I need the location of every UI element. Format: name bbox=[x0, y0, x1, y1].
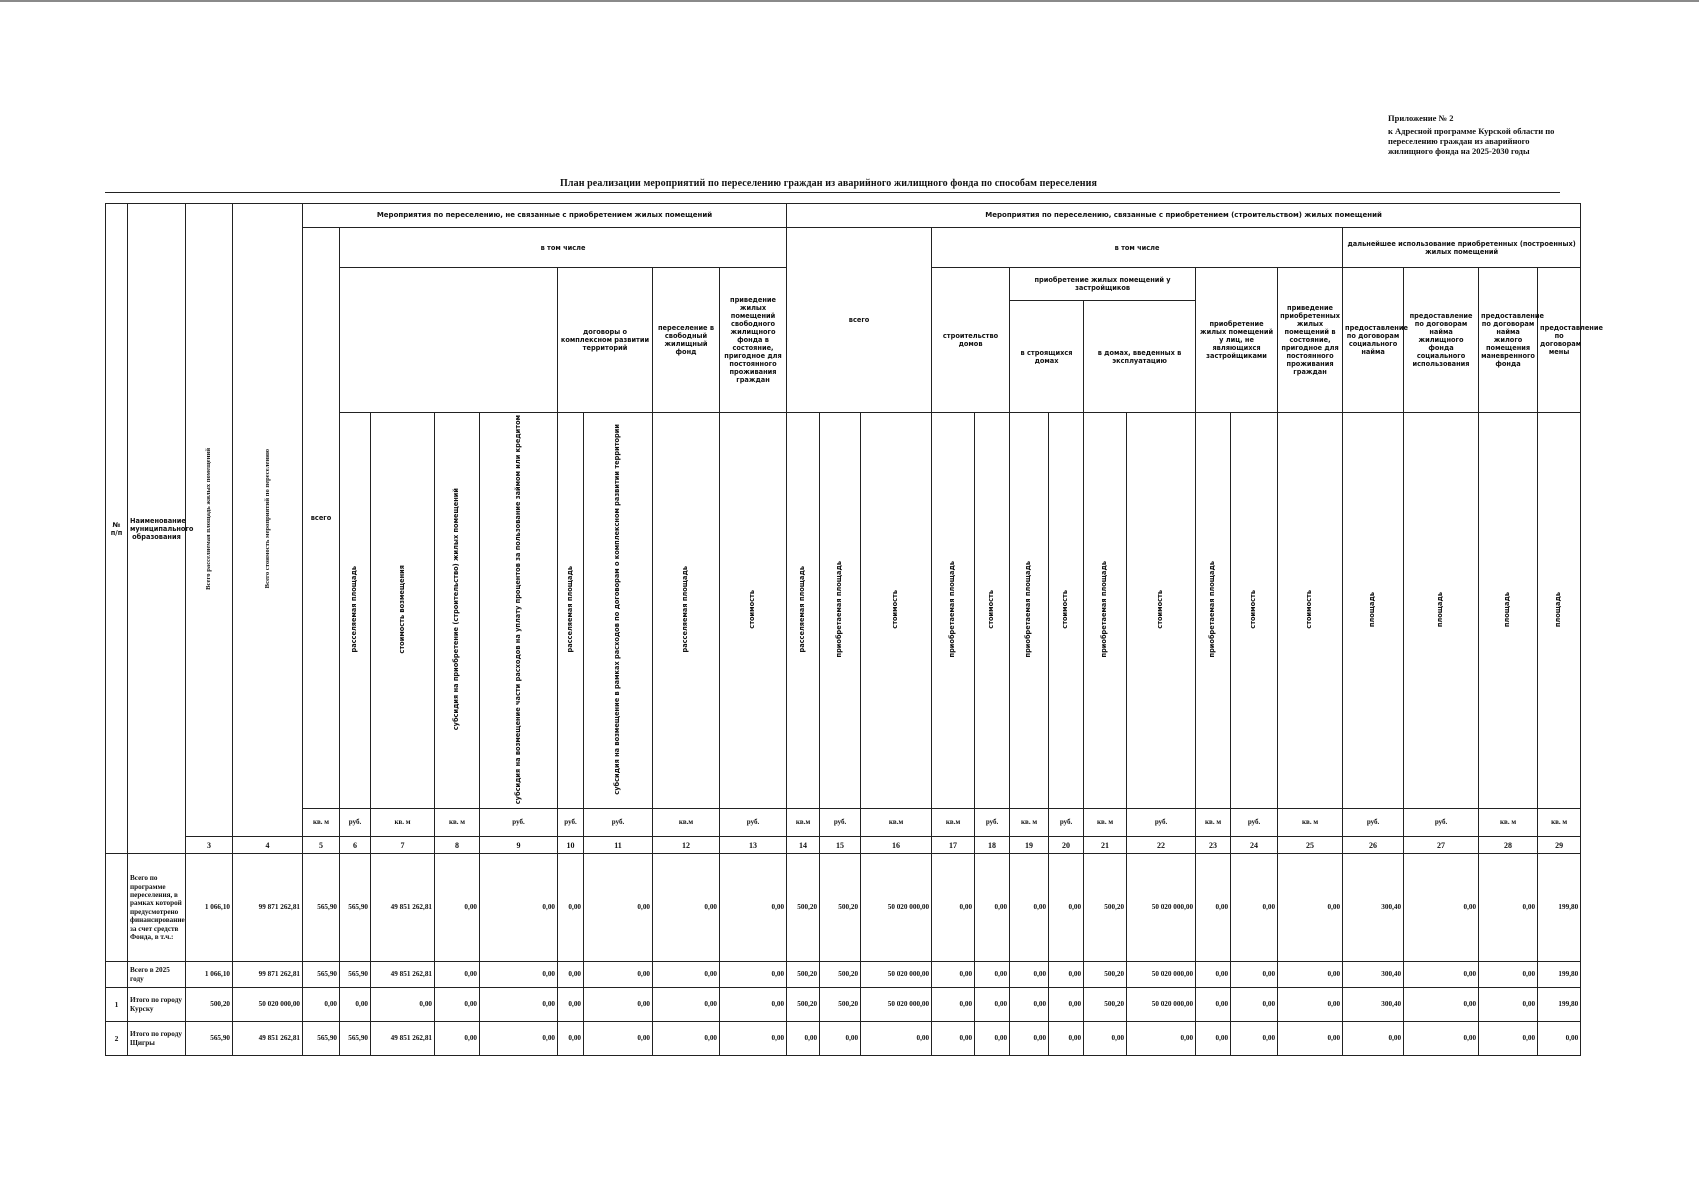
column-number-28: 28 bbox=[1479, 837, 1538, 854]
subhead-label: стоимость bbox=[1061, 590, 1070, 629]
subhead-col-21 bbox=[1084, 413, 1127, 809]
subhead-col-27 bbox=[1404, 413, 1479, 809]
subhead-col-26 bbox=[1343, 413, 1404, 809]
cell-col-29: 199,80 bbox=[1538, 962, 1581, 988]
cell-col-9: 0,00 bbox=[480, 962, 558, 988]
cell-col-5: 565,90 bbox=[303, 854, 340, 962]
subhead-label: стоимость bbox=[987, 590, 996, 629]
subhead-label: площадь bbox=[1503, 592, 1512, 628]
cell-col-8: 0,00 bbox=[435, 1022, 480, 1056]
group-not-acquisition-header: Мероприятия по переселению, не связанные с приобретением жилых помещений bbox=[303, 204, 787, 228]
cell-col-24: 0,00 bbox=[1231, 988, 1278, 1022]
cell-col-20: 0,00 bbox=[1049, 988, 1084, 1022]
cell-col-26: 300,40 bbox=[1343, 988, 1404, 1022]
cell-col-10: 0,00 bbox=[558, 988, 584, 1022]
subhead-label: субсидия на возмещение в рамках расходов по договорам о комплексном развитии территории bbox=[613, 424, 622, 795]
cell-col-19: 0,00 bbox=[1010, 854, 1049, 962]
cell-col-15: 500,20 bbox=[820, 854, 861, 962]
subhead-col-16 bbox=[861, 413, 932, 809]
table-row bbox=[106, 988, 1581, 1022]
column-number-23: 23 bbox=[1196, 837, 1231, 854]
b-total-header: всего bbox=[787, 228, 932, 413]
cell-col-10: 0,00 bbox=[558, 854, 584, 962]
cell-col-18: 0,00 bbox=[975, 962, 1010, 988]
cell-col-3: 500,20 bbox=[186, 988, 233, 1022]
table-row bbox=[106, 1022, 1581, 1056]
cell-col-14: 500,20 bbox=[787, 988, 820, 1022]
unit-col-10: кв.м bbox=[653, 809, 720, 837]
subhead-label: расселяемая площадь bbox=[565, 566, 574, 653]
unit-col-9: руб. bbox=[584, 809, 653, 837]
col-total-area-header bbox=[186, 204, 233, 837]
column-number-12: 12 bbox=[653, 837, 720, 854]
cell-col-13: 0,00 bbox=[720, 1022, 787, 1056]
column-number-29: 29 bbox=[1538, 837, 1581, 854]
a-compensation-group-header bbox=[340, 268, 558, 413]
column-number-20: 20 bbox=[1049, 837, 1084, 854]
column-number-7: 7 bbox=[371, 837, 435, 854]
cell-col-24: 0,00 bbox=[1231, 854, 1278, 962]
subhead-label: приобретаемая площадь bbox=[1100, 561, 1109, 658]
exchange-header: предоставление по договорам мены bbox=[1538, 268, 1581, 413]
column-number-16: 16 bbox=[861, 837, 932, 854]
cell-col-27: 0,00 bbox=[1404, 1022, 1479, 1056]
cell-col-29: 0,00 bbox=[1538, 1022, 1581, 1056]
subhead-col-10 bbox=[558, 413, 584, 809]
cell-col-4: 99 871 262,81 bbox=[233, 854, 303, 962]
column-number-4: 4 bbox=[233, 837, 303, 854]
subhead-label: расселяемая площадь bbox=[681, 566, 690, 653]
group-acquisition-header: Мероприятия по переселению, связанные с приобретением (строительством) жилых помещений bbox=[787, 204, 1581, 228]
total-area-label: Всего расселяемая площадь жилых помещений bbox=[205, 448, 213, 591]
column-number-3: 3 bbox=[186, 837, 233, 854]
unit-col-15: кв.м bbox=[932, 809, 975, 837]
unit-col-3: кв. м bbox=[303, 809, 340, 837]
unit-col-23: кв. м bbox=[1278, 809, 1343, 837]
cell-col-8: 0,00 bbox=[435, 854, 480, 962]
appendix-number: Приложение № 2 bbox=[1388, 113, 1454, 123]
cell-col-5: 565,90 bbox=[303, 1022, 340, 1056]
cell-col-13: 0,00 bbox=[720, 854, 787, 962]
cell-col-27: 0,00 bbox=[1404, 962, 1479, 988]
subhead-label: стоимость bbox=[1249, 590, 1258, 629]
further-use-header: дальнейшее использование приобретенных (построенных) жилых помещений bbox=[1343, 228, 1581, 268]
cell-col-11: 0,00 bbox=[584, 988, 653, 1022]
cell-col-6: 565,90 bbox=[340, 962, 371, 988]
cell-col-16: 50 020 000,00 bbox=[861, 854, 932, 962]
construction-header: строительство домов bbox=[932, 268, 1010, 413]
cell-col-23: 0,00 bbox=[1196, 962, 1231, 988]
commissioned-header: в домах, введенных в эксплуатацию bbox=[1084, 301, 1196, 413]
column-number-9: 9 bbox=[480, 837, 558, 854]
unit-col-19: кв. м bbox=[1084, 809, 1127, 837]
cell-col-14: 500,20 bbox=[787, 962, 820, 988]
subhead-col-15 bbox=[820, 413, 861, 809]
column-number-26: 26 bbox=[1343, 837, 1404, 854]
document-title: План реализации мероприятий по переселению граждан из аварийного жилищного фонда по способам переселения bbox=[560, 178, 1097, 189]
column-number-5: 5 bbox=[303, 837, 340, 854]
subhead-col-29 bbox=[1538, 413, 1581, 809]
unit-col-12: кв.м bbox=[787, 809, 820, 837]
unit-col-13: руб. bbox=[820, 809, 861, 837]
subhead-col-13 bbox=[720, 413, 787, 809]
row-index: 2 bbox=[106, 1022, 128, 1056]
cell-col-22: 50 020 000,00 bbox=[1127, 962, 1196, 988]
cell-col-22: 50 020 000,00 bbox=[1127, 854, 1196, 962]
column-number-19: 19 bbox=[1010, 837, 1049, 854]
unit-col-18: руб. bbox=[1049, 809, 1084, 837]
subhead-label: расселяемая площадь bbox=[350, 566, 359, 653]
cell-col-20: 0,00 bbox=[1049, 1022, 1084, 1056]
unit-col-11: руб. bbox=[720, 809, 787, 837]
table-row bbox=[106, 962, 1581, 988]
column-number-24: 24 bbox=[1231, 837, 1278, 854]
social-use-rent-header: предоставление по договорам найма жилищного фонда социального использования bbox=[1404, 268, 1479, 413]
from-developers-header: приобретение жилых помещений у застройщиков bbox=[1010, 268, 1196, 301]
cell-col-19: 0,00 bbox=[1010, 962, 1049, 988]
col-municipality-header: Наименование муниципального образования bbox=[128, 204, 186, 854]
cell-col-7: 49 851 262,81 bbox=[371, 1022, 435, 1056]
unit-col-4: руб. bbox=[340, 809, 371, 837]
cell-col-10: 0,00 bbox=[558, 1022, 584, 1056]
cell-col-25: 0,00 bbox=[1278, 988, 1343, 1022]
cell-col-4: 99 871 262,81 bbox=[233, 962, 303, 988]
under-construction-header: в строящихся домах bbox=[1010, 301, 1084, 413]
cell-col-4: 49 851 262,81 bbox=[233, 1022, 303, 1056]
cell-col-17: 0,00 bbox=[932, 962, 975, 988]
column-number-13: 13 bbox=[720, 837, 787, 854]
row-index bbox=[106, 962, 128, 988]
unit-col-27: кв. м bbox=[1538, 809, 1581, 837]
subhead-label: стоимость возмещения bbox=[397, 565, 406, 654]
cell-col-29: 199,80 bbox=[1538, 988, 1581, 1022]
subhead-col-20 bbox=[1049, 413, 1084, 809]
unit-col-26: кв. м bbox=[1479, 809, 1538, 837]
cell-col-12: 0,00 bbox=[653, 962, 720, 988]
cell-col-10: 0,00 bbox=[558, 962, 584, 988]
subhead-col-9 bbox=[480, 413, 558, 809]
cell-col-21: 500,20 bbox=[1084, 962, 1127, 988]
a-repair-header: приведение жилых помещений свободного жилищного фонда в состояние, пригодное для постоянного проживания граждан bbox=[720, 268, 787, 413]
unit-col-24: руб. bbox=[1343, 809, 1404, 837]
subhead-col-6 bbox=[340, 413, 371, 809]
subhead-label: расселяемая площадь bbox=[798, 566, 807, 653]
cell-col-11: 0,00 bbox=[584, 854, 653, 962]
subhead-label: площадь bbox=[1554, 592, 1563, 628]
cell-col-9: 0,00 bbox=[480, 1022, 558, 1056]
row-municipality-name: Итого по городу Курску bbox=[128, 988, 186, 1022]
cell-col-7: 49 851 262,81 bbox=[371, 854, 435, 962]
unit-col-17: кв. м bbox=[1010, 809, 1049, 837]
free-housing-header: переселение в свободный жилищный фонд bbox=[653, 268, 720, 413]
cell-col-12: 0,00 bbox=[653, 854, 720, 962]
row-index: 1 bbox=[106, 988, 128, 1022]
subhead-col-18 bbox=[975, 413, 1010, 809]
cell-col-25: 0,00 bbox=[1278, 1022, 1343, 1056]
subhead-label: приобретаемая площадь bbox=[835, 561, 844, 658]
row-municipality-name: Итого по городу Щигры bbox=[128, 1022, 186, 1056]
cell-col-18: 0,00 bbox=[975, 854, 1010, 962]
col-number-header: № п/п bbox=[106, 204, 128, 854]
cell-col-20: 0,00 bbox=[1049, 962, 1084, 988]
cell-col-5: 0,00 bbox=[303, 988, 340, 1022]
cell-col-28: 0,00 bbox=[1479, 854, 1538, 962]
unit-col-14: кв.м bbox=[861, 809, 932, 837]
cell-col-6: 565,90 bbox=[340, 854, 371, 962]
cell-col-8: 0,00 bbox=[435, 988, 480, 1022]
unit-col-8: руб. bbox=[558, 809, 584, 837]
social-rent-header: предоставление по договорам социального найма bbox=[1343, 268, 1404, 413]
cell-col-27: 0,00 bbox=[1404, 988, 1479, 1022]
cell-col-18: 0,00 bbox=[975, 1022, 1010, 1056]
unit-col-22: руб. bbox=[1231, 809, 1278, 837]
cell-col-21: 500,20 bbox=[1084, 854, 1127, 962]
cell-col-21: 500,20 bbox=[1084, 988, 1127, 1022]
cell-col-12: 0,00 bbox=[653, 1022, 720, 1056]
column-number-15: 15 bbox=[820, 837, 861, 854]
cell-col-15: 500,20 bbox=[820, 988, 861, 1022]
subhead-label: стоимость bbox=[1156, 590, 1165, 629]
cell-col-7: 49 851 262,81 bbox=[371, 962, 435, 988]
subhead-col-14 bbox=[787, 413, 820, 809]
cell-col-17: 0,00 bbox=[932, 854, 975, 962]
resettlement-plan-table bbox=[105, 203, 1603, 1056]
subhead-col-23 bbox=[1196, 413, 1231, 809]
column-number-14: 14 bbox=[787, 837, 820, 854]
scan-top-edge bbox=[0, 0, 1699, 2]
cell-col-26: 300,40 bbox=[1343, 962, 1404, 988]
subhead-label: стоимость bbox=[748, 590, 757, 629]
a-including-header: в том числе bbox=[340, 228, 787, 268]
column-number-6: 6 bbox=[340, 837, 371, 854]
cell-col-29: 199,80 bbox=[1538, 854, 1581, 962]
b-repair-header: приведение приобретенных жилых помещений в состояние, пригодное для постоянного проживания граждан bbox=[1278, 268, 1343, 413]
cell-col-28: 0,00 bbox=[1479, 962, 1538, 988]
row-municipality-name: Всего по программе переселения, в рамках которой предусмотрено финансирование за счет средств Фонда, в т.ч.: bbox=[128, 854, 186, 962]
column-number-22: 22 bbox=[1127, 837, 1196, 854]
cell-col-23: 0,00 bbox=[1196, 1022, 1231, 1056]
subhead-col-17 bbox=[932, 413, 975, 809]
cell-col-28: 0,00 bbox=[1479, 988, 1538, 1022]
cell-col-12: 0,00 bbox=[653, 988, 720, 1022]
cell-col-9: 0,00 bbox=[480, 854, 558, 962]
cell-col-3: 1 066,10 bbox=[186, 962, 233, 988]
cell-col-24: 0,00 bbox=[1231, 1022, 1278, 1056]
cell-col-14: 0,00 bbox=[787, 1022, 820, 1056]
cell-col-26: 300,40 bbox=[1343, 854, 1404, 962]
column-number-27: 27 bbox=[1404, 837, 1479, 854]
cell-col-23: 0,00 bbox=[1196, 854, 1231, 962]
cell-col-8: 0,00 bbox=[435, 962, 480, 988]
krt-contracts-header: договоры о комплексном развитии территорий bbox=[558, 268, 653, 413]
title-rule bbox=[105, 192, 1560, 193]
cell-col-17: 0,00 bbox=[932, 1022, 975, 1056]
subhead-label: площадь bbox=[1368, 592, 1377, 628]
cell-col-15: 0,00 bbox=[820, 1022, 861, 1056]
table-row bbox=[106, 854, 1581, 962]
cell-col-25: 0,00 bbox=[1278, 962, 1343, 988]
subhead-col-22 bbox=[1127, 413, 1196, 809]
cell-col-13: 0,00 bbox=[720, 988, 787, 1022]
subhead-col-7 bbox=[371, 413, 435, 809]
maneuver-fund-header: предоставление по договорам найма жилого помещения маневренного фонда bbox=[1479, 268, 1538, 413]
subhead-col-8 bbox=[435, 413, 480, 809]
unit-col-21: кв. м bbox=[1196, 809, 1231, 837]
cell-col-9: 0,00 bbox=[480, 988, 558, 1022]
cell-col-21: 0,00 bbox=[1084, 1022, 1127, 1056]
column-number-10: 10 bbox=[558, 837, 584, 854]
cell-col-16: 50 020 000,00 bbox=[861, 988, 932, 1022]
subhead-label: приобретаемая площадь bbox=[948, 561, 957, 658]
unit-col-16: руб. bbox=[975, 809, 1010, 837]
cell-col-4: 50 020 000,00 bbox=[233, 988, 303, 1022]
cell-col-16: 50 020 000,00 bbox=[861, 962, 932, 988]
column-number-17: 17 bbox=[932, 837, 975, 854]
subhead-col-24 bbox=[1231, 413, 1278, 809]
subhead-col-25 bbox=[1278, 413, 1343, 809]
cell-col-16: 0,00 bbox=[861, 1022, 932, 1056]
column-number-18: 18 bbox=[975, 837, 1010, 854]
row-municipality-name: Всего в 2025 году bbox=[128, 962, 186, 988]
cell-col-3: 565,90 bbox=[186, 1022, 233, 1056]
subhead-col-12 bbox=[653, 413, 720, 809]
cell-col-14: 500,20 bbox=[787, 854, 820, 962]
unit-col-7: руб. bbox=[480, 809, 558, 837]
unit-col-6: кв. м bbox=[435, 809, 480, 837]
appendix-note bbox=[1388, 113, 1568, 156]
cell-col-22: 0,00 bbox=[1127, 1022, 1196, 1056]
unit-col-25: руб. bbox=[1404, 809, 1479, 837]
a-total-header: всего bbox=[303, 228, 340, 809]
unit-col-5: кв. м bbox=[371, 809, 435, 837]
subhead-col-19 bbox=[1010, 413, 1049, 809]
appendix-description: к Адресной программе Курской области по переселению граждан из аварийного жилищного фонда на 2025-2030 годы bbox=[1388, 126, 1555, 156]
cell-col-11: 0,00 bbox=[584, 962, 653, 988]
column-number-25: 25 bbox=[1278, 837, 1343, 854]
from-non-developers-header: приобретение жилых помещений у лиц, не являющихся застройщиками bbox=[1196, 268, 1278, 413]
cell-col-6: 0,00 bbox=[340, 988, 371, 1022]
cell-col-17: 0,00 bbox=[932, 988, 975, 1022]
subhead-label: площадь bbox=[1436, 592, 1445, 628]
cell-col-11: 0,00 bbox=[584, 1022, 653, 1056]
subhead-label: субсидия на возмещение части расходов на уплату процентов за пользование займом или кредитом bbox=[513, 415, 522, 805]
cell-col-19: 0,00 bbox=[1010, 988, 1049, 1022]
subhead-col-28 bbox=[1479, 413, 1538, 809]
column-number-21: 21 bbox=[1084, 837, 1127, 854]
total-cost-label: Всего стоимость мероприятий по переселению bbox=[263, 449, 271, 589]
cell-col-27: 0,00 bbox=[1404, 854, 1479, 962]
cell-col-28: 0,00 bbox=[1479, 1022, 1538, 1056]
cell-col-23: 0,00 bbox=[1196, 988, 1231, 1022]
col-total-cost-header bbox=[233, 204, 303, 837]
cell-col-7: 0,00 bbox=[371, 988, 435, 1022]
row-index bbox=[106, 854, 128, 962]
cell-col-19: 0,00 bbox=[1010, 1022, 1049, 1056]
cell-col-20: 0,00 bbox=[1049, 854, 1084, 962]
cell-col-13: 0,00 bbox=[720, 962, 787, 988]
cell-col-18: 0,00 bbox=[975, 988, 1010, 1022]
cell-col-6: 565,90 bbox=[340, 1022, 371, 1056]
cell-col-22: 50 020 000,00 bbox=[1127, 988, 1196, 1022]
cell-col-26: 0,00 bbox=[1343, 1022, 1404, 1056]
b-including-header: в том числе bbox=[932, 228, 1343, 268]
subhead-col-11 bbox=[584, 413, 653, 809]
subhead-label: приобретаемая площадь bbox=[1024, 561, 1033, 658]
cell-col-3: 1 066,10 bbox=[186, 854, 233, 962]
cell-col-24: 0,00 bbox=[1231, 962, 1278, 988]
subhead-label: субсидия на приобретение (строительство) жилых помещений bbox=[452, 488, 461, 731]
cell-col-15: 500,20 bbox=[820, 962, 861, 988]
subhead-label: стоимость bbox=[1305, 590, 1314, 629]
cell-col-25: 0,00 bbox=[1278, 854, 1343, 962]
column-number-8: 8 bbox=[435, 837, 480, 854]
subhead-label: стоимость bbox=[891, 590, 900, 629]
cell-col-5: 565,90 bbox=[303, 962, 340, 988]
unit-col-20: руб. bbox=[1127, 809, 1196, 837]
column-number-11: 11 bbox=[584, 837, 653, 854]
subhead-label: приобретаемая площадь bbox=[1208, 561, 1217, 658]
